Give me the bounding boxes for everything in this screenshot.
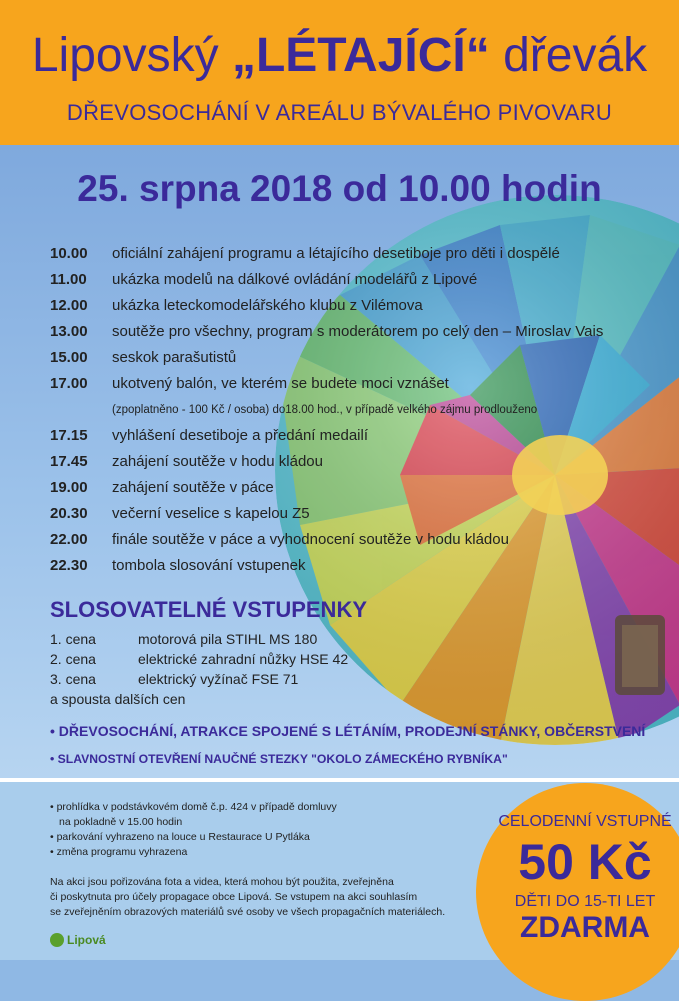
schedule-row xyxy=(50,293,650,319)
schedule-time: 17.15 xyxy=(50,427,88,444)
schedule-list xyxy=(50,241,650,579)
schedule-desc: ukotvený balón, ve kterém se budete moci vznášet xyxy=(112,375,449,392)
schedule-time: 10.00 xyxy=(50,245,88,262)
leaf-icon xyxy=(50,933,64,947)
info-item: • parkování vyhrazeno na louce u Restaurace U Pytláka xyxy=(50,831,310,843)
schedule-desc: večerní veselice s kapelou Z5 xyxy=(112,505,310,522)
prize-item: elektrické zahradní nůžky HSE 42 xyxy=(138,651,349,667)
schedule-time: 15.00 xyxy=(50,349,88,366)
schedule-row xyxy=(50,423,650,449)
photo-note-line: či poskytnuta pro účely propagace obce Lipová. Se vstupem na akci souhlasím xyxy=(50,891,418,903)
prize-list xyxy=(50,631,450,711)
main-panel xyxy=(0,145,679,785)
schedule-time: 19.00 xyxy=(50,479,88,496)
schedule-desc: finále soutěže v páce a vyhodnocení soutěže v hodu kládou xyxy=(112,531,509,548)
info-item: • změna programu vyhrazena xyxy=(50,846,188,858)
event-date: 25. srpna 2018 od 10.00 hodin xyxy=(77,168,602,209)
info-item: • prohlídka v podstávkovém domě č.p. 424 v případě domluvy xyxy=(50,801,337,813)
schedule-desc: zahájení soutěže v hodu kládou xyxy=(112,453,323,470)
schedule-desc: tombola slosování vstupenek xyxy=(112,557,306,574)
highlight-trail-opening: • SLAVNOSTNÍ OTEVŘENÍ NAUČNÉ STEZKY "OKOLO ZÁMECKÉHO RYBNÍKA" xyxy=(50,752,508,766)
schedule-desc: vyhlášení desetiboje a předání medailí xyxy=(112,427,368,444)
prize-place: 1. cena xyxy=(50,631,96,647)
schedule-row xyxy=(50,501,650,527)
schedule-time: 22.00 xyxy=(50,531,88,548)
schedule-row xyxy=(50,267,650,293)
event-subtitle: DŘEVOSOCHÁNÍ V AREÁLU BÝVALÉHO PIVOVARU xyxy=(66,100,613,125)
kids-free: ZDARMA xyxy=(520,911,650,944)
info-list xyxy=(50,800,337,860)
photo-consent-note xyxy=(50,875,470,920)
kids-label: DĚTI DO 15-TI LET xyxy=(514,893,656,910)
schedule-row xyxy=(50,553,650,579)
lottery-title: SLOSOVATELNÉ VSTUPENKY xyxy=(50,597,368,622)
schedule-desc: soutěže pro všechny, program s moderátorem po celý den – Miroslav Vais xyxy=(112,323,604,340)
prize-place: 3. cena xyxy=(50,671,96,687)
schedule-time: 12.00 xyxy=(50,297,88,314)
schedule-time: 17.00 xyxy=(50,375,88,392)
schedule-row xyxy=(50,241,650,267)
info-item: na pokladně v 15.00 hodin xyxy=(59,816,183,828)
schedule-time: 20.30 xyxy=(50,505,88,522)
prize-row xyxy=(50,631,450,651)
prize-item: elektrický vyžínač FSE 71 xyxy=(138,671,299,687)
balloon-price-note: (zpoplatněno - 100 Kč / osoba) do18.00 hod., v případě velkého zájmu prodlouženo xyxy=(112,404,538,416)
schedule-time: 17.45 xyxy=(50,453,88,470)
lipova-logo xyxy=(50,933,106,947)
more-prizes: a spousta dalších cen xyxy=(50,691,186,707)
schedule-time: 11.00 xyxy=(50,271,87,288)
schedule-row xyxy=(50,475,650,501)
event-title: Lipovský „LÉTAJÍCÍ“ dřevák xyxy=(31,29,648,82)
highlight-attractions: • DŘEVOSOCHÁNÍ, ATRAKCE SPOJENÉ S LÉTÁNÍM, PRODEJNÍ STÁNKY, OBČERSTVENÍ xyxy=(50,723,646,739)
schedule-desc: seskok parašutistů xyxy=(112,349,237,366)
prize-item: motorová pila STIHL MS 180 xyxy=(138,631,318,647)
schedule-time: 13.00 xyxy=(50,323,88,340)
schedule-row xyxy=(50,371,650,397)
schedule-desc: ukázka leteckomodelářského klubu z Vilémova xyxy=(112,297,423,314)
schedule-desc: zahájení soutěže v páce xyxy=(112,479,274,496)
schedule-time: 22.30 xyxy=(50,557,88,574)
logo-text: Lipová xyxy=(67,933,106,947)
schedule-row xyxy=(50,449,650,475)
prize-row xyxy=(50,671,450,691)
prize-place: 2. cena xyxy=(50,651,96,667)
schedule-row xyxy=(50,319,650,345)
price-amount: 50 Kč xyxy=(518,834,652,890)
schedule-row xyxy=(50,527,650,553)
schedule-row xyxy=(50,345,650,371)
prize-row xyxy=(50,651,450,671)
schedule-desc: oficiální zahájení programu a létajícího desetiboje pro děti i dospělé xyxy=(112,245,560,262)
price-label: CELODENNÍ VSTUPNÉ xyxy=(498,813,672,830)
photo-note-line: Na akci jsou pořizována fota a videa, která mohou být použita, zveřejněna xyxy=(50,876,394,888)
photo-note-line: se zveřejněním obrazových materiálů své osoby ve všech propagačních materiálech. xyxy=(50,906,446,918)
schedule-desc: ukázka modelů na dálkové ovládání modelářů z Lipové xyxy=(112,271,478,288)
